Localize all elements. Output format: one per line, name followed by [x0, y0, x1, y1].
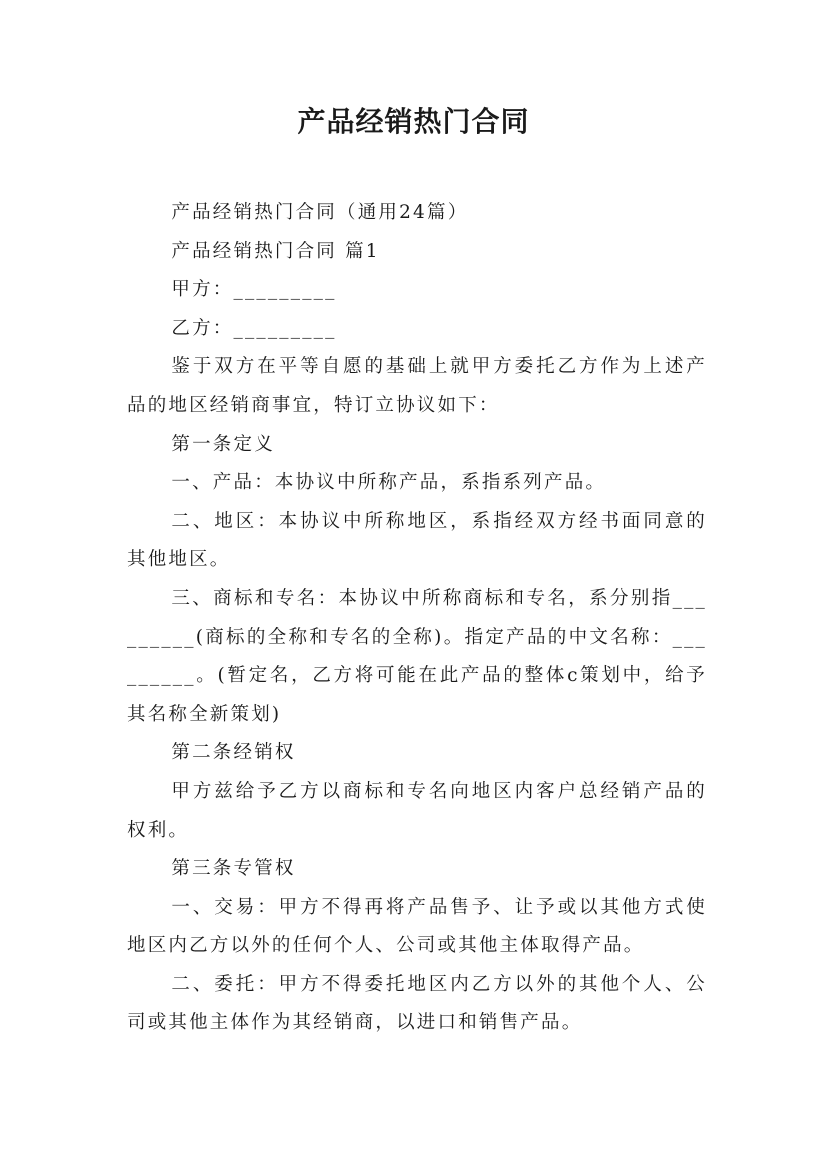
paragraph-exclusive-entrust: 二、委托：甲方不得委托地区内乙方以外的其他个人、公司或其他主体作为其经销商，以进口和销售产品。	[127, 973, 707, 1034]
document-body	[127, 194, 707, 1043]
paragraph-party-a: 甲方：_________	[171, 279, 337, 301]
paragraph-definition-trademark: 三、商标和专名：本协议中所称商标和专名，系分别指_________(商标的全称和专名的全称)。指定产品的中文名称：_________。(暂定名，乙方将可能在此产品的整体c策划中，给予其名称全新策划)	[127, 587, 707, 725]
paragraph-heading-part1: 产品经销热门合同 篇1	[171, 240, 380, 262]
paragraph-article3-heading: 第三条专管权	[171, 858, 296, 880]
paragraph-definition-product: 一、产品：本协议中所称产品，系指系列产品。	[171, 472, 607, 494]
paragraph-article1-heading: 第一条定义	[171, 433, 275, 455]
paragraph-party-b: 乙方：_________	[171, 317, 337, 339]
paragraph-article2-heading: 第二条经销权	[171, 742, 296, 764]
paragraph-heading-general: 产品经销热门合同（通用24篇）	[171, 202, 469, 223]
document-title: 产品经销热门合同	[297, 105, 530, 138]
paragraph-definition-region: 二、地区：本协议中所称地区，系指经双方经书面同意的其他地区。	[127, 510, 707, 571]
paragraph-preamble: 鉴于双方在平等自愿的基础上就甲方委托乙方作为上述产品的地区经销商事宜，特订立协议如下：	[127, 356, 707, 416]
paragraph-exclusive-trade: 一、交易：甲方不得再将产品售予、让予或以其他方式使地区内乙方以外的任何个人、公司或其他主体取得产品。	[127, 896, 707, 957]
paragraph-distribution-right: 甲方兹给予乙方以商标和专名向地区内客户总经销产品的权利。	[127, 780, 707, 841]
